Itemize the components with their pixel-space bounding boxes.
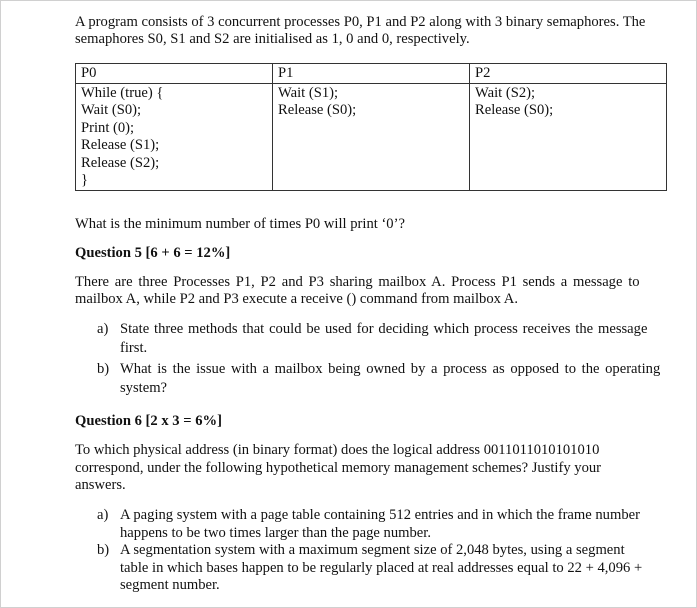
p0-line: Release (S2); [81,154,160,171]
q5-item-a-line-2: first. [120,340,148,356]
intro-line-1: A program consists of 3 concurrent processes P0, P1 and P2 along with 3 binary semaphores. The [75,14,646,30]
list-marker: a) [97,321,109,337]
header-p2: P2 [470,64,667,84]
p2-line: Release (S0); [475,102,554,118]
intro-paragraph [75,14,675,48]
list-marker: b) [97,542,110,558]
q5-item-b [97,360,669,400]
list-marker: a) [97,507,109,523]
p0-code-cell [76,83,273,190]
q6-item-b-line-3: segment number. [120,577,220,593]
q5-line-2: mailbox A, while P2 and P3 execute a receive () command from mailbox A. [75,291,518,307]
q6-item-a-line-1: A paging system with a page table containing 512 entries and in which the frame number [120,507,640,523]
q6-line-2: correspond, under the following hypothetical memory management schemes? Justify your [75,459,602,476]
q6-heading: Question 6 [2 x 3 = 6%] [75,413,222,429]
p0-line: } [81,172,89,188]
header-p1: P1 [273,64,470,84]
q6-item-b [97,542,669,598]
p0-line: While (true) { [81,84,164,101]
q5-item-b-line-1: What is the issue with a mailbox being owned by a process as opposed to the operating [120,361,661,377]
p2-line: Wait (S2); [475,84,536,101]
p1-line: Wait (S1); [278,84,339,101]
p0-line: Release (S1); [81,137,160,153]
q5-item-b-line-2: system? [120,380,168,396]
q6-item-b-line-2: table in which bases happen to be regularly placed at real addresses equal to 22 + 4,096 + [120,559,643,576]
list-marker: b) [97,361,110,377]
table-body-row [76,83,667,190]
q5-item-a-line-1: State three methods that could be used for deciding which process receives the message [120,321,648,337]
header-p0: P0 [76,64,273,84]
intro-line-2: semaphores S0, S1 and S2 are initialised as 1, 0 and 0, respectively. [75,31,470,47]
q6-item-b-text [120,542,669,595]
q6-line-3: answers. [75,477,126,493]
q5-item-a-text [120,320,669,358]
q5-paragraph [75,274,667,308]
q6-item-a-line-2: happens to be two times larger than the page number. [120,524,431,541]
p0-line: Print (0); [81,119,135,136]
table-header-row [76,64,667,84]
q6-item-b-line-1: A segmentation system with a maximum segment size of 2,048 bytes, using a segment [120,542,625,558]
process-table [75,63,667,191]
q6-item-a-text [120,507,669,542]
p0-line: Wait (S0); [81,102,142,118]
q5-item-a [97,320,669,360]
q5-item-b-text [120,360,669,398]
p2-code-cell [470,83,667,190]
q6-item-a [97,507,669,543]
p1-code-cell [273,83,470,190]
q6-paragraph [75,442,667,495]
q4-question: What is the minimum number of times P0 will print ‘0’? [75,216,405,232]
p1-line: Release (S0); [278,102,357,118]
q5-line-1: There are three Processes P1, P2 and P3 sharing mailbox A. Process P1 sends a message to [75,274,640,290]
q5-heading: Question 5 [6 + 6 = 12%] [75,245,231,261]
q6-line-1: To which physical address (in binary format) does the logical address 0011011010101010 [75,442,600,458]
